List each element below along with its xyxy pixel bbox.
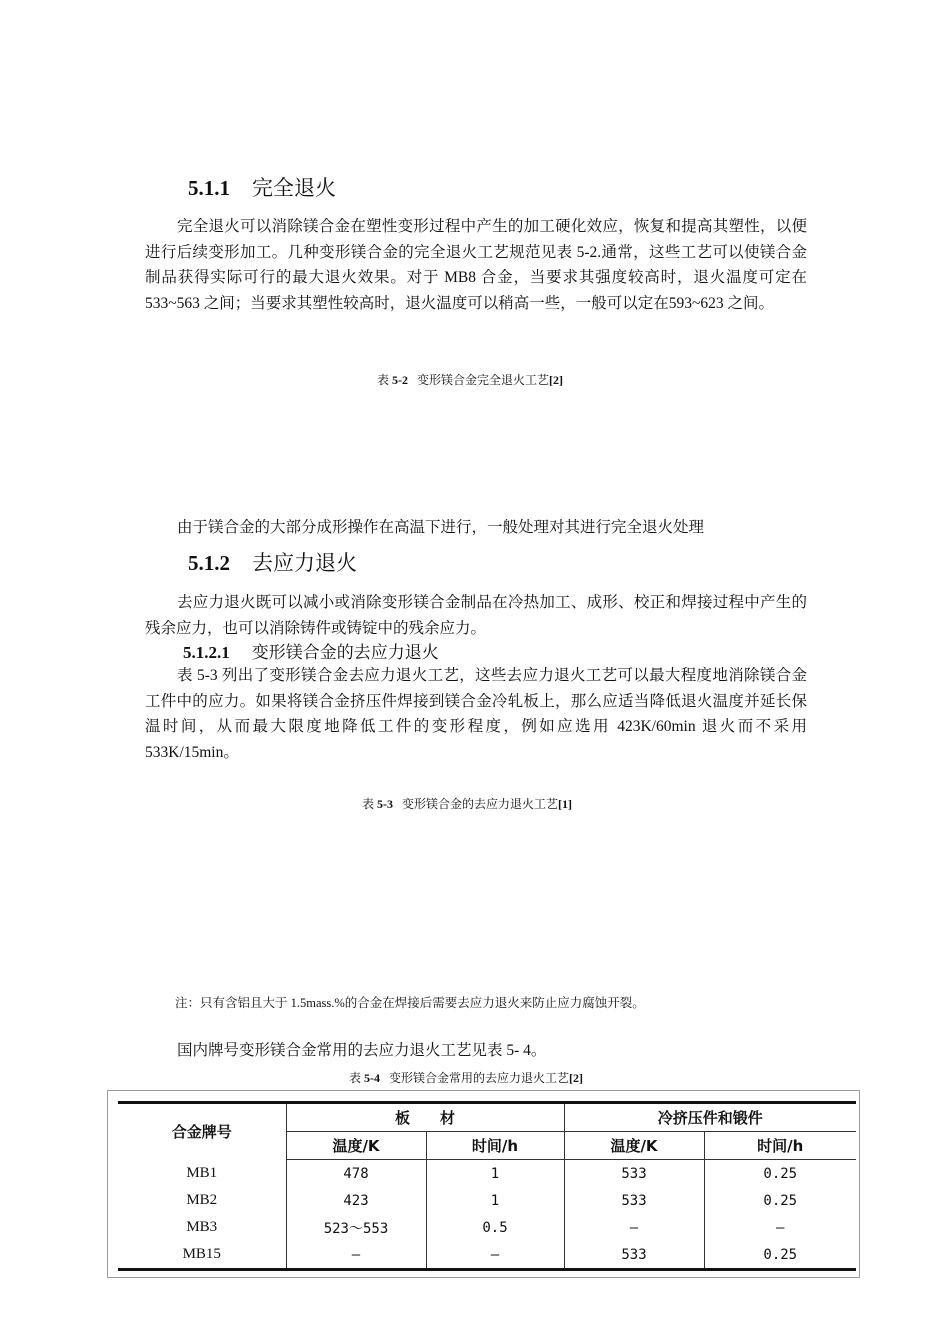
caption-prefix: 表 (349, 1071, 365, 1085)
section-title: 完全退火 (252, 176, 336, 200)
table-row (118, 1187, 856, 1214)
column-header-forged: 冷挤压件和锻件 (564, 1103, 856, 1132)
cell-forged-time: 0.25 (704, 1187, 856, 1214)
table-header-row (118, 1103, 856, 1132)
caption-ref: [2] (569, 1071, 584, 1085)
cell-sheet-time: 1 (426, 1160, 564, 1188)
cell-forged-temp: 533 (564, 1241, 704, 1270)
table-row (118, 1214, 856, 1241)
cell-sheet-temp: 478 (286, 1160, 426, 1188)
section-number: 5.1.2 (188, 551, 230, 575)
section-title: 去应力退火 (252, 551, 357, 575)
paragraph-stress-relief: 去应力退火既可以减小或消除变形镁合金制品在冷热加工、成形、校正和焊接过程中产生的残余应力，也可以消除铸件或铸锭中的残余应力。 (145, 594, 807, 637)
table-5-4-caption (349, 1069, 583, 1086)
section-heading-5-1-1 (188, 172, 336, 202)
table-row (118, 1160, 856, 1188)
cell-forged-temp: 533 (564, 1187, 704, 1214)
caption-ref: [1] (558, 797, 573, 811)
paragraph-table-5-3-intro: 表 5-3 列出了变形镁合金去应力退火工艺，这些去应力退火工艺可以最大程度地消除镁合金工件中的应力。如果将镁合金挤压件焊接到镁合金冷轧板上，那么应适当降低退火温度并延长保温时间，从而最大限度地降低工件的变形程度，例如应选用 423K/60min 退火而不采用 533K/15min。 (145, 667, 807, 761)
column-header-sheet-time: 时间/h (426, 1132, 564, 1160)
paragraph-high-temp-forming: 由于镁合金的大部分成形操作在高温下进行，一般处理对其进行完全退火处理 (177, 519, 705, 536)
table-5-3-caption (362, 795, 572, 812)
caption-title: 变形镁合金常用的去应力退火工艺 (389, 1071, 570, 1085)
caption-prefix: 表 (377, 373, 393, 387)
column-header-alloy: 合金牌号 (118, 1103, 286, 1160)
cell-forged-time: 0.25 (704, 1160, 856, 1188)
table-row (118, 1241, 856, 1270)
column-header-forged-time: 时间/h (704, 1132, 856, 1160)
cell-sheet-temp: — (286, 1241, 426, 1270)
caption-number: 5-3 (377, 797, 394, 811)
paragraph-table-5-4-intro: 国内牌号变形镁合金常用的去应力退火工艺见表 5- 4。 (177, 1042, 547, 1059)
cell-forged-time: — (704, 1214, 856, 1241)
column-header-sheet: 板 材 (286, 1103, 564, 1132)
caption-number: 5-2 (392, 373, 409, 387)
cell-sheet-time: — (426, 1241, 564, 1270)
caption-title: 变形镁合金完全退火工艺 (417, 373, 550, 387)
section-title: 变形镁合金的去应力退火 (251, 643, 439, 662)
table-note: 注：只有含铝且大于 1.5mass.%的合金在焊接后需要去应力退火来防止应力腐蚀开裂。 (175, 996, 645, 1010)
paragraph-full-annealing: 完全退火可以消除镁合金在塑性变形过程中产生的加工硬化效应，恢复和提高其塑性，以便进行后续变形加工。几种变形镁合金的完全退火工艺规范见表 5-2.通常，这些工艺可以使镁合金制品获得实际可行的最大退火效果。对于 MB8 合金，当要求其强度较高时，退火温度可定在 533~563 之间；当要求其塑性较高时，退火温度可以稍高一些，一般可以定在593~623 之间。 (145, 218, 807, 312)
table-5-4 (118, 1101, 856, 1271)
cell-sheet-temp: 423 (286, 1187, 426, 1214)
caption-number: 5-4 (364, 1071, 381, 1085)
caption-prefix: 表 (362, 797, 378, 811)
caption-title: 变形镁合金的去应力退火工艺 (402, 797, 559, 811)
section-heading-5-1-2 (188, 547, 357, 577)
cell-sheet-temp: 523～553 (286, 1214, 426, 1241)
cell-sheet-time: 1 (426, 1187, 564, 1214)
column-header-sheet-temp: 温度/K (286, 1132, 426, 1160)
cell-forged-time: 0.25 (704, 1241, 856, 1270)
cell-alloy: MB2 (186, 1192, 218, 1208)
cell-alloy: MB1 (186, 1164, 218, 1181)
section-number: 5.1.2.1 (183, 643, 230, 662)
section-heading-5-1-2-1 (183, 638, 439, 663)
table-5-4-frame (107, 1090, 860, 1278)
cell-forged-temp: 533 (564, 1160, 704, 1188)
cell-sheet-time: 0.5 (426, 1214, 564, 1241)
section-number: 5.1.1 (188, 176, 230, 200)
cell-alloy: MB15 (118, 1241, 286, 1270)
cell-alloy: MB3 (186, 1219, 218, 1235)
caption-ref: [2] (549, 373, 564, 387)
column-header-forged-temp: 温度/K (564, 1132, 704, 1160)
cell-forged-temp: — (564, 1214, 704, 1241)
table-5-2-caption (377, 371, 563, 388)
